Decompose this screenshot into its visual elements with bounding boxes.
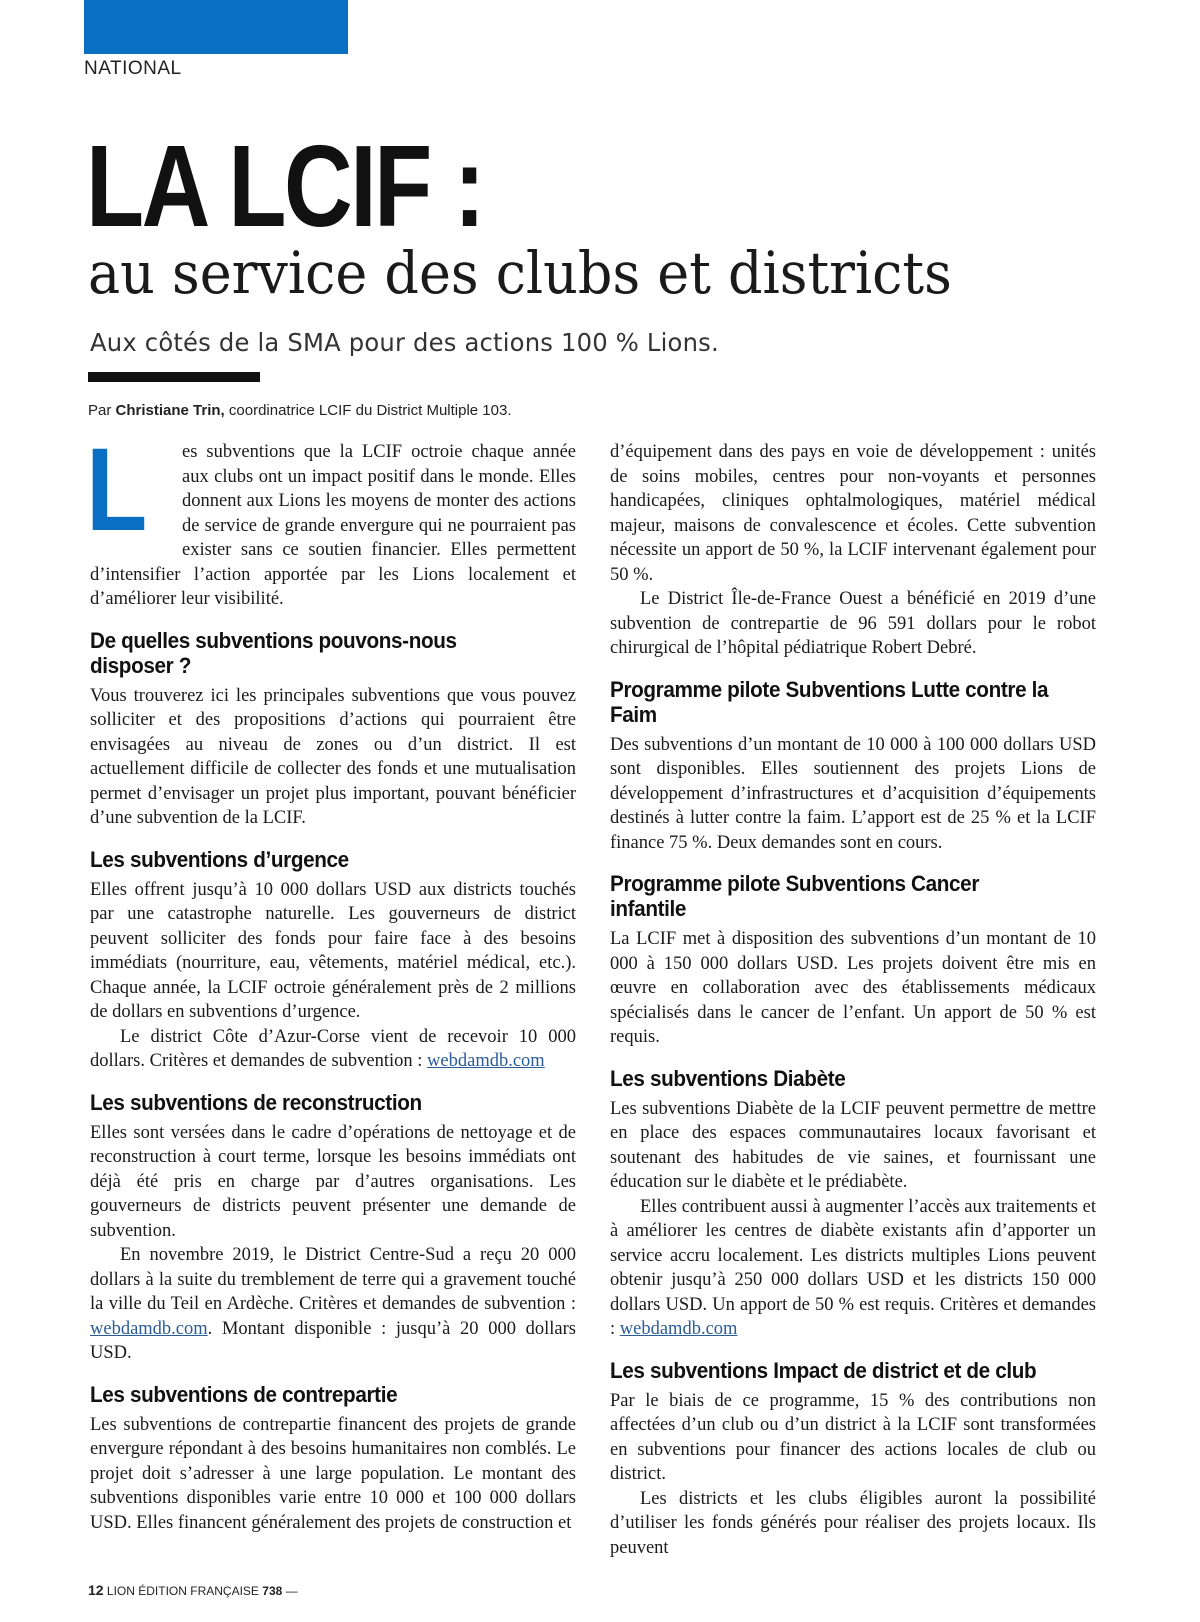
page-number: 12: [88, 1582, 104, 1598]
paragraph: Des subventions d’un montant de 10 000 à 100 000 dollars USD sont disponibles. Elles soutiennent des projets Lions de développement d’infrastructures et d’acquisition d’équipements destinés à lutter contre la faim. L’apport est de 25 % et la LCIF finance 75 %. Deux demandes sont en cours.: [610, 734, 1096, 853]
paragraph: Vous trouverez ici les principales subventions que vous pouvez solliciter et des propositions d’actions qui pourraient être envisagées au niveau de zones ou d’un district. Il est actuellement difficile de collecter des fonds et une mutualisation permet d’envisager un projet plus important, pouvant bénéficier d’une subvention de la LCIF.: [90, 685, 576, 828]
heading-hunger-pilot: Programme pilote Subventions Lutte contre la Faim: [610, 676, 1049, 727]
byline-role: coordinatrice LCIF du District Multiple 103.: [224, 402, 512, 419]
paragraph: [610, 1195, 1096, 1342]
webdamdb-link[interactable]: webdamdb.com: [427, 1051, 545, 1071]
intro-text: es subventions que la LCIF octroie chaque année aux clubs ont un impact positif dans le monde. Elles donnent aux Lions les moyens de monter des actions de service de grande envergure qui ne pourraient pas exister sans ce soutien financier. Elles permettent d’intensifier l’action apportée par les Lions localement et d’améliorer leur visibilité.: [90, 442, 576, 609]
page-footer: [88, 1582, 298, 1598]
paragraph: Elles offrent jusqu’à 10 000 dollars USD aux districts touchés par une catastrophe naturelle. Les gouverneurs de district peuvent solliciter des fonds pour faire face à des besoins immédiats (nourriture, eau, vêtements, matériel médical, etc.). Chaque année, la LCIF octroie généralement près de 2 millions de dollars en subventions d’urgence.: [90, 879, 576, 1022]
paragraph: La LCIF met à disposition des subventions d’un montant de 10 000 à 150 000 dollars USD. Les projets doivent être mis en œuvre en collaboration avec des établissements médicaux spécialisés dans le cancer de l’enfant. Un apport de 50 % est requis.: [610, 929, 1096, 1047]
paragraph: Les subventions de contrepartie financent des projets de grande envergure répondant à des besoins humanitaires non comblés. Le projet doit s’adresser à une large population. Le montant des subventions disponibles varie entre 10 000 et 100 000 dollars USD. Elles financent généralement des projets de construction et: [90, 1414, 576, 1533]
section-label: NATIONAL: [84, 58, 182, 79]
heading-diabetes-grants: Les subventions Diabète: [610, 1065, 846, 1091]
paragraph: Le District Île-de-France Ouest a bénéficié en 2019 d’une subvention de contrepartie de 96 591 dollars pour le robot chirurgical de l’hôpital pédiatrique Robert Debré.: [610, 589, 1096, 658]
paragraph-text: . Montant disponible : jusqu’à 20 000 dollars USD.: [90, 1318, 576, 1363]
footer-dash: —: [282, 1584, 298, 1598]
section-color-bar: [84, 0, 348, 54]
paragraph-text: Elles contribuent aussi à augmenter l’accès aux traitements et à améliorer les centres de diabète existants afin d’apporter un service accru localement. Les districts multiples Lions peuvent obtenir jusqu’à 250 000 dollars USD et les districts 150 000 dollars USD. Un apport de 50 % est requis. Critères et demandes :: [610, 1196, 1096, 1339]
paragraph-text: En novembre 2019, le District Centre-Sud a reçu 20 000 dollars à la suite du tremblement de terre qui a gravement touché la ville du Teil en Ardèche. Critères et demandes de subvention :: [90, 1245, 576, 1314]
byline-author: Christiane Trin,: [115, 402, 225, 419]
paragraph: Elles sont versées dans le cadre d’opérations de nettoyage et de reconstruction à court terme, lorsque les besoins immédiats ont déjà été pris en charge par d’autres organisations. Les gouverneurs de districts peuvent présenter une demande de subvention.: [90, 1122, 576, 1241]
issue-number: 738: [262, 1584, 283, 1598]
left-column: [86, 424, 576, 1535]
intro-paragraph: [86, 424, 576, 612]
paragraph: Par le biais de ce programme, 15 % des contributions non affectées d’un club ou d’un district à la LCIF sont transformées en subventions pour financer des actions locales de club ou district.: [610, 1390, 1096, 1484]
webdamdb-link[interactable]: webdamdb.com: [90, 1318, 208, 1339]
drop-cap: L: [86, 424, 148, 556]
paragraph: [90, 1243, 576, 1366]
article-subtitle: au service des clubs et districts: [88, 239, 952, 307]
publication-name: LION ÉDITION FRANÇAISE: [103, 1584, 263, 1598]
title-rule: [88, 372, 260, 382]
paragraph: [90, 1025, 576, 1074]
heading-impact-grants: Les subventions Impact de district et de club: [610, 1357, 1037, 1383]
paragraph: Les subventions Diabète de la LCIF peuvent permettre de mettre en place des espaces communautaires locaux favorisant et soutenant des habitudes de vie saines, et fournissant une éducation sur le diabète et le prédiabète.: [610, 1098, 1096, 1192]
paragraph: d’équipement dans des pays en voie de développement : unités de soins mobiles, centres pour non-voyants et personnes handicapées, cliniques ophtalmologiques, matériel médical majeur, maisons de convalescence et écoles. Cette subvention nécessite un apport de 50 %, la LCIF intervenant également pour 50 %.: [610, 442, 1096, 585]
webdamdb-link[interactable]: webdamdb.com: [619, 1319, 738, 1339]
paragraph: Les districts et les clubs éligibles auront la possibilité d’utiliser les fonds générés pour réaliser des projets locaux. Ils peuvent: [610, 1488, 1096, 1558]
article-lede: Aux côtés de la SMA pour des actions 100 % Lions.: [90, 328, 719, 357]
heading-available-grants: De quelles subventions pouvons-nous disposer ?: [90, 627, 457, 678]
heading-emergency-grants: Les subventions d’urgence: [90, 846, 349, 872]
byline: [88, 402, 512, 419]
right-column: [610, 440, 1096, 1560]
paragraph-text: Le district Côte d’Azur-Corse vient de recevoir 10 000 dollars. Critères et demandes de subvention :: [90, 1026, 576, 1071]
heading-matching-grants: Les subventions de contrepartie: [90, 1381, 398, 1407]
article-title: LA LCIF :: [86, 121, 483, 251]
byline-prefix: Par: [88, 402, 116, 419]
heading-childhood-cancer-pilot: Programme pilote Subventions Cancer infantile: [610, 871, 980, 921]
heading-reconstruction-grants: Les subventions de reconstruction: [90, 1089, 422, 1115]
